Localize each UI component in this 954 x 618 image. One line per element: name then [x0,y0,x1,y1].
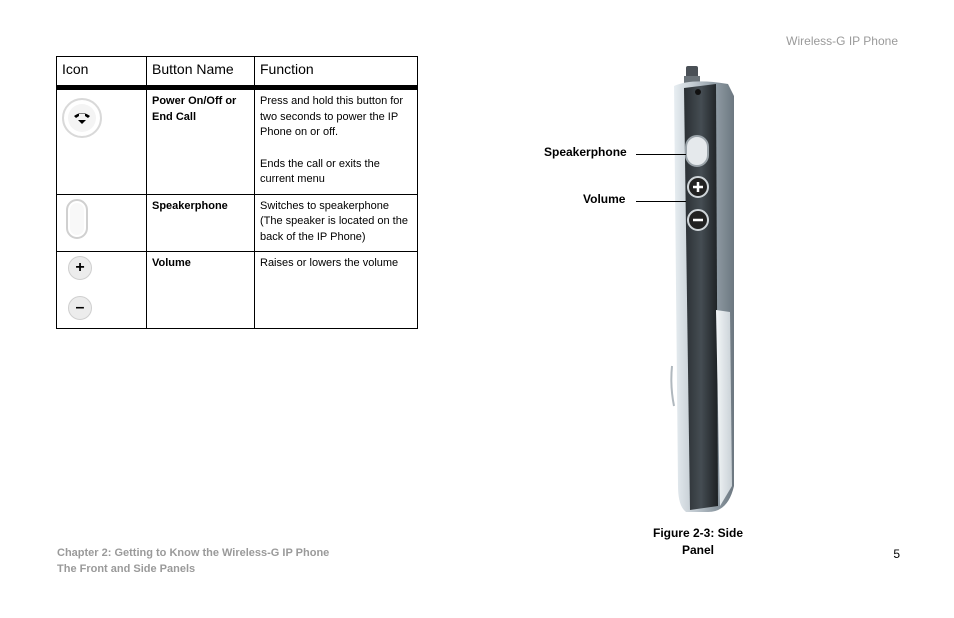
callout-volume-line [636,201,686,202]
function-cell: Raises or lowers the volume [255,252,418,329]
table-row [57,252,418,329]
figure-caption [648,525,748,559]
function-line: (The speaker is located on the [260,215,408,227]
table-row [57,88,418,195]
button-reference-table [56,56,418,329]
footer-chapter: Chapter 2: Getting to Know the Wireless-G IP Phone [57,547,330,559]
column-header-icon: Icon [57,57,147,88]
function-cell [255,194,418,252]
icon-cell [57,88,147,195]
volume-down-icon: – [68,296,92,320]
function-line: Switches to speakerphone [260,199,390,212]
function-line: Phone on or off. [260,126,339,138]
figure-caption-line: Panel [681,543,714,557]
button-name-cell: Speakerphone [147,194,255,252]
callout-volume-label: Volume [583,192,626,206]
function-line: Ends the call or exits the [260,157,380,170]
button-name-cell: Volume [147,252,255,329]
function-cell [255,88,418,195]
speakerphone-icon [66,199,88,239]
page-footer [57,545,329,577]
volume-up-icon: + [68,256,92,280]
icon-cell [57,194,147,252]
function-line: current menu [260,173,325,185]
button-name-cell [147,88,255,195]
icon-cell [57,252,147,329]
figure-caption-line: Figure 2-3: Side [652,526,744,540]
document-header-title: Wireless-G IP Phone [786,34,898,48]
function-line: back of the IP Phone) [260,230,366,243]
footer-section: The Front and Side Panels [57,563,196,575]
callout-speakerphone-label: Speakerphone [544,145,627,159]
power-end-call-icon [62,98,102,138]
button-name-line: End Call [152,110,197,123]
table-header-row [57,57,418,88]
button-name-line: Power On/Off or [152,95,237,107]
column-header-button-name: Button Name [147,57,255,88]
phone-side-panel-illustration [668,66,738,514]
column-header-function: Function [255,57,418,88]
page-number: 5 [893,547,900,561]
function-line: Press and hold this button for [260,95,404,107]
table-row [57,194,418,252]
function-line: two seconds to power the IP [260,110,399,123]
callout-speakerphone-line [636,154,686,155]
